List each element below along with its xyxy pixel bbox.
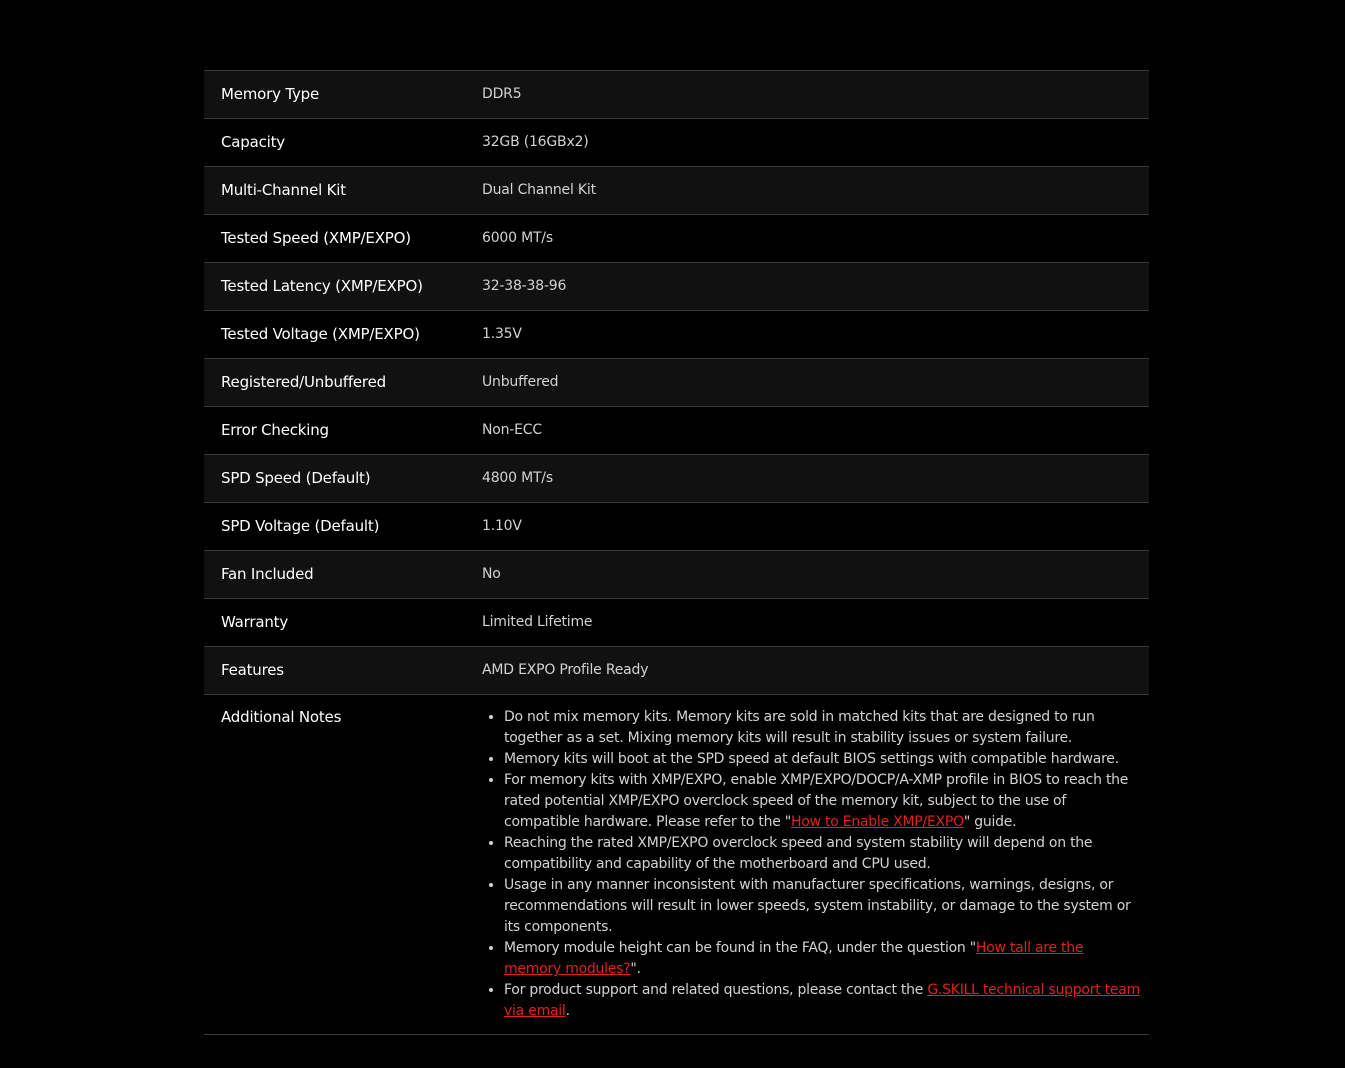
- spec-row-tested-speed: [204, 215, 1149, 263]
- note-item: [504, 980, 1141, 1022]
- spec-row-tested-latency: [204, 263, 1149, 311]
- note-text: For product support and related questions, please contact the: [504, 982, 928, 998]
- spec-label: Tested Latency (XMP/EXPO): [221, 277, 423, 295]
- note-text: Memory module height can be found in the FAQ, under the question ": [504, 940, 976, 956]
- technical-support-email-link[interactable]: G.SKILL technical support team via email: [504, 982, 1140, 1019]
- spec-value: 6000 MT/s: [482, 230, 553, 246]
- note-text: Reaching the rated XMP/EXPO overclock speed and system stability will depend on the compatibility and capability of the motherboard and CPU used.: [504, 835, 1093, 872]
- spec-value: 1.35V: [482, 326, 522, 342]
- note-item: [504, 875, 1141, 938]
- spec-label: Multi-Channel Kit: [221, 181, 346, 199]
- spec-label: Memory Type: [221, 85, 320, 103]
- spec-row-warranty: [204, 599, 1149, 647]
- spec-row-tested-voltage: [204, 311, 1149, 359]
- spec-value: 32-38-38-96: [482, 278, 567, 294]
- note-item: [504, 707, 1141, 749]
- spec-row-memory-type: [204, 71, 1149, 119]
- spec-value: No: [482, 566, 501, 582]
- note-text: " guide.: [963, 814, 1017, 830]
- spec-row-spd-speed: [204, 455, 1149, 503]
- note-text: ".: [630, 961, 641, 977]
- spec-value: DDR5: [482, 86, 522, 102]
- spec-value: Non-ECC: [482, 422, 542, 438]
- spec-row-registered-unbuffered: [204, 359, 1149, 407]
- spec-row-spd-voltage: [204, 503, 1149, 551]
- how-to-enable-xmp-expo-link[interactable]: How to Enable XMP/EXPO: [791, 814, 964, 830]
- note-item: [504, 833, 1141, 875]
- specification-table: [204, 70, 1149, 1035]
- spec-row-additional-notes: [204, 695, 1149, 1035]
- spec-row-capacity: [204, 119, 1149, 167]
- spec-label: Fan Included: [221, 565, 314, 583]
- note-text: Memory kits will boot at the SPD speed at default BIOS settings with compatible hardware.: [504, 751, 1119, 767]
- spec-row-error-checking: [204, 407, 1149, 455]
- spec-row-multi-channel-kit: [204, 167, 1149, 215]
- spec-value: AMD EXPO Profile Ready: [482, 662, 649, 678]
- spec-label: Warranty: [221, 613, 288, 631]
- note-text: Do not mix memory kits. Memory kits are sold in matched kits that are designed to run together as a set. Mixing memory kits will result in stability issues or system failure.: [504, 709, 1095, 746]
- note-item: [504, 770, 1141, 833]
- spec-label: Tested Speed (XMP/EXPO): [221, 229, 411, 247]
- spec-label: Features: [221, 661, 284, 679]
- spec-label: Capacity: [221, 133, 285, 151]
- spec-label: Tested Voltage (XMP/EXPO): [221, 325, 420, 343]
- spec-value: 1.10V: [482, 518, 522, 534]
- note-item: [504, 938, 1141, 980]
- note-item: [504, 749, 1141, 770]
- notes-list: [482, 707, 1141, 1022]
- spec-row-features: [204, 647, 1149, 695]
- spec-row-fan-included: [204, 551, 1149, 599]
- spec-label: SPD Voltage (Default): [221, 517, 380, 535]
- note-text: .: [565, 1003, 570, 1019]
- note-text: Usage in any manner inconsistent with manufacturer specifications, warnings, designs, or recommendations will result in lower speeds, system instability, or damage to the system or its components.: [504, 877, 1131, 935]
- note-text: For memory kits with XMP/EXPO, enable XMP/EXPO/DOCP/A-XMP profile in BIOS to reach the rated potential XMP/EXPO overclock speed of the memory kit, subject to the use of compatible hardware. Please refer to the ": [504, 772, 1129, 830]
- spec-value: 32GB (16GBx2): [482, 134, 589, 150]
- spec-value: Unbuffered: [482, 374, 559, 390]
- spec-value: Limited Lifetime: [482, 614, 593, 630]
- spec-label: Error Checking: [221, 421, 329, 439]
- spec-label: Registered/Unbuffered: [221, 373, 386, 391]
- notes-content: [482, 695, 1149, 1034]
- spec-label: SPD Speed (Default): [221, 469, 371, 487]
- spec-value: 4800 MT/s: [482, 470, 553, 486]
- memory-module-height-faq-link[interactable]: How tall are the memory modules?: [504, 940, 1084, 977]
- spec-value: Dual Channel Kit: [482, 182, 596, 198]
- spec-label: Additional Notes: [221, 708, 342, 726]
